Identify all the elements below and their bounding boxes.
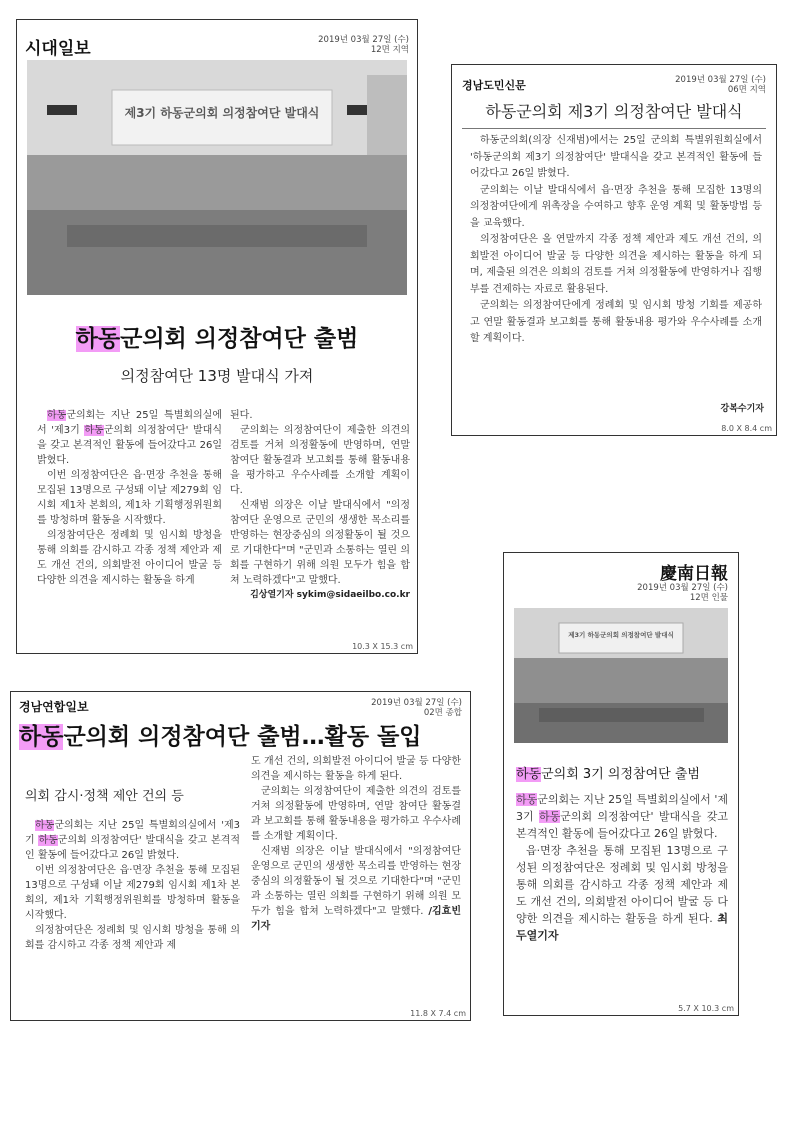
article-left-column: [37, 408, 222, 588]
article-body: [470, 133, 762, 348]
clip-size: 5.7 X 10.3 cm: [678, 1004, 734, 1013]
text-span: 신재범 의장은 이날 발대식에서 "의정참여단 운영으로 군민의 생생한 목소리를 반영하는 현장중심의 의정활동이 될 것으로 기대한다"며 "군민과 소통하는 열린 의회를 구현하기 위해 의원 모두가 힘을 합쳐 노력하겠다"고 말했다.: [251, 846, 461, 917]
paragraph: 신재범 의장은 이날 발대식에서 "의정참여단 운영으로 군민의 생생한 목소리를 반영하는 현장중심의 의정활동이 될 것으로 기대한다"며 "군민과 소통하는 열린 의회를 구현하기 위해 의원 모두가 힘을 합쳐 노력하겠다"고 말했다.: [230, 500, 410, 586]
headline: [17, 320, 417, 353]
clip-date: [371, 698, 462, 718]
paragraph: 된다.: [230, 410, 253, 421]
photo-banner: 제3기 하동군의회 의정참여단 발대식: [568, 631, 674, 639]
text-span: 군의회는 지난 25일 특별회의실에서 '제3기: [37, 410, 222, 436]
paragraph: 군의회는 의정참여단에게 정례회 및 임시회 방청 기회를 제공하고 연말 활동결과 보고회를 통해 활동내용 평가와 우수사례를 소개할 계획이다.: [470, 300, 762, 344]
text-span: 군의회 의정참여단' 발대식을 갖고 본격적인 활동에 들어갔다고 26일 밝혔다.: [37, 425, 222, 466]
clip-date: [637, 583, 728, 603]
byline: 최두열기자: [516, 912, 728, 942]
page-text: 02면 종합: [423, 708, 462, 718]
paragraph: 의정참여단은 정례회 및 임시회 방청을 통해 의회를 감시하고 각종 정책 제안과 제: [25, 925, 240, 951]
article-body: [516, 791, 728, 944]
text-span: 군의회는 지난 25일 특별회의실에서 '제3기: [25, 820, 240, 846]
clip-gyeongnam-domin: [451, 64, 777, 436]
highlight-word: 하동: [538, 810, 561, 823]
clip-size: 10.3 X 15.3 cm: [352, 642, 413, 651]
clip-size: 11.8 X 7.4 cm: [410, 1009, 466, 1018]
photo-banner: 제3기 하동군의회 의정참여단 발대식: [124, 106, 320, 120]
article-left-column: [25, 818, 240, 953]
article-right-column: [251, 754, 461, 934]
date-text: 2019년 03월 27일 (수): [675, 75, 766, 85]
paper-name: 경남연합일보: [19, 700, 89, 714]
headline: [19, 718, 422, 751]
paper-name: 慶南日報: [660, 564, 728, 584]
clip-date: [318, 35, 409, 55]
group-photo: [514, 608, 728, 743]
group-photo: [27, 60, 407, 295]
subheadline: 의회 감시·정책 제안 건의 등: [25, 789, 184, 804]
article-right-column: [230, 408, 410, 603]
clip-gyeongnam-yeonhap: [10, 691, 471, 1021]
headline-highlight: 하동: [516, 767, 542, 782]
paragraph: [516, 842, 728, 944]
clip-sidaeilbo: [16, 19, 418, 654]
text-span: 군의회 의정참여단' 발대식을 갖고 본격적인 활동에 들어갔다고 26일 밝혔다.: [516, 810, 728, 840]
highlight-word: 하동: [84, 425, 104, 436]
photo-illustration: [27, 60, 407, 295]
byline: /김효빈기자: [251, 906, 461, 932]
paragraph: 하동군의회(의장 신재범)에서는 25일 군의회 특별위원회실에서 '하동군의회 제3기 의정참여단' 발대식을 갖고 본격적인 활동에 들어갔다고 26일 밝혔다.: [470, 135, 762, 179]
date-text: 2019년 03월 27일 (수): [371, 698, 462, 708]
highlight-word: 하동: [516, 793, 538, 806]
paragraph: 이번 의정참여단은 읍·면장 추천을 통해 모집된 13명으로 구성돼 이날 제279회 임시회 제1차 본회의, 제1차 기획행정위원회를 방청하며 활동을 시작했다.: [25, 865, 240, 921]
headline-rest: 군의회 의정참여단 출범…활동 돌입: [63, 724, 422, 750]
date-text: 2019년 03월 27일 (수): [637, 583, 728, 593]
paragraph: 군의회는 의정참여단이 제출한 의견의 검토를 거쳐 의정활동에 반영하며, 연말 참여단 활동결과 보고회를 통해 활동내용을 평가하고 우수사례를 소개할 계획이다.: [251, 786, 461, 842]
clip-gyeongnam-ilbo: [503, 552, 739, 1016]
paragraph: 군의회는 의정참여단이 제출한 의견의 검토를 거쳐 의정활동에 반영하며, 연말 참여단 활동결과 보고회를 통해 활동내용을 평가하고 우수사례를 소개할 계획이다.: [230, 425, 410, 496]
headline-rest: 군의회 의정참여단 출범: [120, 326, 359, 352]
paragraph: [251, 844, 461, 934]
clip-date: [675, 75, 766, 95]
headline-rest: 군의회 3기 의정참여단 출범: [541, 767, 700, 782]
headline: 하동군의회 제3기 의정참여단 발대식: [462, 99, 766, 129]
paragraph: [516, 791, 728, 842]
paragraph: 군의회는 이날 발대식에서 읍·면장 추천을 통해 모집한 13명의 의정참여단에게 위촉장을 수여하고 향후 운영 계획 및 활동방법 등을 교육했다.: [470, 184, 762, 229]
paragraph: [37, 408, 222, 468]
headline: [516, 763, 700, 782]
headline-highlight: 하동: [19, 724, 64, 750]
paragraph: 의정참여단은 정례회 및 임시회 방청을 통해 의회를 감시하고 각종 정책 제안과 제도 개선 건의, 의회발전 아이디어 발굴 등 다양한 의견을 제시하는 활동을 하게: [37, 530, 222, 586]
subheadline: 의정참여단 13명 발대식 가져: [120, 367, 314, 385]
photo-illustration: [514, 608, 728, 743]
paragraph: 이번 의정참여단은 읍·면장 추천을 통해 모집된 13명으로 구성돼 이날 제279회 임시회 제1차 본회의, 제1차 기획행정위원회를 방청하며 활동을 시작했다.: [37, 470, 222, 526]
highlight-word: 하동: [35, 820, 55, 831]
byline: 김상열기자 sykim@sidaeilbo.co.kr: [250, 590, 410, 600]
headline-highlight: 하동: [75, 326, 121, 352]
highlight-word: 하동: [38, 835, 58, 846]
paper-name: 경남도민신문: [462, 79, 526, 92]
highlight-word: 하동: [47, 410, 67, 421]
page-text: 12면 인물: [689, 593, 728, 603]
text-span: 군의회는 지난 25일 특별회의실에서 '제3기: [516, 793, 728, 823]
page-text: 12면 지역: [370, 45, 409, 55]
date-text: 2019년 03월 27일 (수): [318, 35, 409, 45]
clip-size: 8.0 X 8.4 cm: [721, 424, 772, 433]
paragraph: [25, 818, 240, 863]
paragraph: 도 개선 건의, 의회발전 아이디어 발굴 등 다양한 의견을 제시하는 활동을 하게 된다.: [251, 756, 461, 782]
page-text: 06면 지역: [727, 85, 766, 95]
text-span: 읍·면장 추천을 통해 모집된 13명으로 구성된 의정참여단은 정례회 및 임시회 방청을 통해 의회를 감시하고 각종 정책 제안과 제도 개선 건의, 의회발전 아이디어 발굴 등 다양한 의견을 제시하는 활동을 하게 된다.: [516, 844, 728, 925]
paragraph: 의정참여단은 올 연말까지 각종 정책 제안과 제도 개선 건의, 의회발전 아이디어 발굴 등 다양한 의견을 제시하는 활동을 하게 되며, 제출된 의견은 의회의 검토를 거쳐 의정활동에 반영하거나 집행부를 견제하는 자료로 활용된다.: [470, 234, 762, 295]
text-span: 군의회 의정참여단' 발대식을 갖고 본격적인 활동에 들어갔다고 26일 밝혔다.: [25, 835, 240, 861]
byline: 강복수기자: [720, 404, 764, 414]
paper-name: 시대일보: [25, 39, 91, 59]
